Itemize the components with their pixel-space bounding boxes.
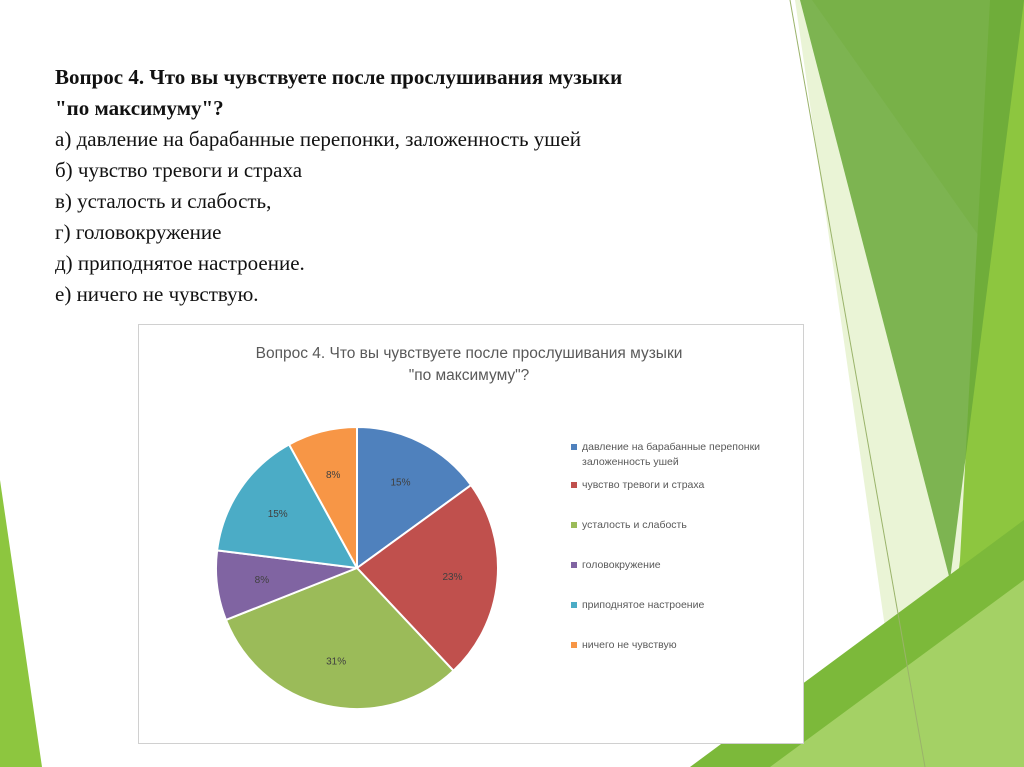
option-c: в) усталость и слабость, (55, 189, 272, 213)
legend-label: головокружение (582, 559, 661, 571)
question-title: Вопрос 4. Что вы чувствуете после прослушивания музыки (55, 65, 623, 89)
legend-item-3 (571, 558, 796, 573)
legend-label: чувство тревоги и страха (582, 479, 705, 491)
legend-label: ничего не чувствую (582, 639, 677, 651)
legend-swatch (571, 444, 577, 450)
pie-chart (138, 324, 804, 744)
option-d: г) головокружение (55, 220, 222, 244)
question-title-cont: "по максимуму"? (55, 96, 224, 120)
chart-title-line2: "по максимуму"? (408, 367, 530, 384)
legend-swatch (571, 522, 577, 528)
pie-data-label-3: 8% (254, 575, 270, 586)
question-text-block (55, 62, 795, 310)
pie-data-label-5: 8% (325, 470, 341, 482)
legend-item-1 (571, 478, 796, 493)
legend-item-2 (571, 518, 796, 533)
left-green-triangle (0, 480, 42, 767)
legend-item-4 (571, 598, 796, 613)
option-f: е) ничего не чувствую. (55, 282, 259, 306)
pie-data-label-2: 31% (326, 656, 347, 668)
legend-swatch (571, 602, 577, 608)
option-b: б) чувство тревоги и страха (55, 158, 303, 182)
legend-label: усталость и слабость (582, 519, 687, 531)
legend-label: приподнятое настроение (582, 599, 705, 611)
legend-item-5 (571, 638, 796, 653)
legend-swatch (571, 642, 577, 648)
option-e: д) приподнятое настроение. (55, 251, 305, 275)
legend-swatch (571, 482, 577, 488)
option-a: а) давление на барабанные перепонки, заложенность ушей (55, 127, 582, 151)
legend-label: давление на барабанные перепонки (582, 441, 761, 453)
pie-data-label-4: 15% (267, 509, 288, 521)
chart-title-line1: Вопрос 4. Что вы чувствуете после прослушивания музыки (255, 345, 683, 362)
pie-data-label-1: 23% (442, 572, 463, 583)
legend-label: заложенность ушей (582, 456, 679, 468)
pie-data-label-0: 15% (390, 477, 411, 489)
legend-swatch (571, 562, 577, 568)
legend-item-0 (571, 440, 796, 470)
pie-plot (139, 325, 805, 745)
